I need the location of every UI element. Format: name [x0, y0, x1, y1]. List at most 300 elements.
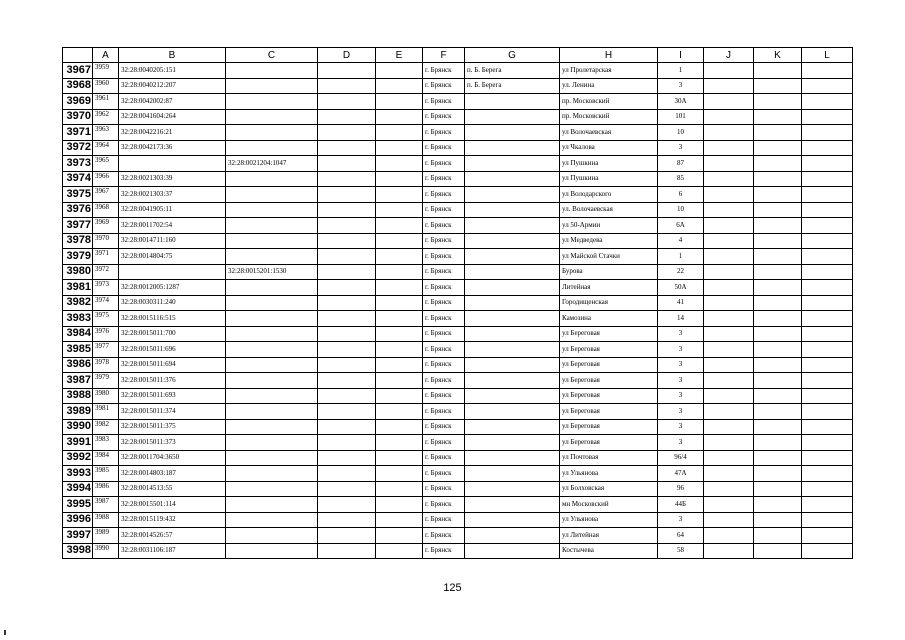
cell-c[interactable]: [226, 171, 318, 187]
cell-g[interactable]: [465, 404, 560, 420]
cell-h[interactable]: ул Береговая: [560, 326, 658, 342]
cell-h[interactable]: ул Береговая: [560, 388, 658, 404]
cell-j[interactable]: [704, 63, 754, 79]
cell-f[interactable]: г. Брянск: [423, 78, 465, 94]
cell-d[interactable]: [318, 481, 376, 497]
cell-l[interactable]: [802, 202, 853, 218]
cell-g[interactable]: [465, 140, 560, 156]
cell-j[interactable]: [704, 171, 754, 187]
cell-e[interactable]: [376, 156, 423, 172]
cell-j[interactable]: [704, 543, 754, 559]
cell-e[interactable]: [376, 109, 423, 125]
column-header[interactable]: H: [560, 48, 658, 63]
cell-e[interactable]: [376, 125, 423, 141]
cell-l[interactable]: [802, 249, 853, 265]
cell-h[interactable]: ул Береговая: [560, 435, 658, 451]
cell-d[interactable]: [318, 419, 376, 435]
cell-k[interactable]: [754, 218, 802, 234]
cell-l[interactable]: [802, 94, 853, 110]
cell-g[interactable]: [465, 435, 560, 451]
cell-f[interactable]: г. Брянск: [423, 233, 465, 249]
cell-i[interactable]: 64: [658, 528, 704, 544]
cell-e[interactable]: [376, 311, 423, 327]
cell-i[interactable]: 3: [658, 419, 704, 435]
cell-e[interactable]: [376, 388, 423, 404]
cell-e[interactable]: [376, 140, 423, 156]
cell-i[interactable]: 3: [658, 388, 704, 404]
cell-d[interactable]: [318, 326, 376, 342]
cell-d[interactable]: [318, 202, 376, 218]
cell-b[interactable]: 32:28:0015119:432: [119, 512, 226, 528]
cell-d[interactable]: [318, 450, 376, 466]
cell-b[interactable]: 32:28:0041905:11: [119, 202, 226, 218]
cell-c[interactable]: [226, 125, 318, 141]
cell-d[interactable]: [318, 140, 376, 156]
cell-j[interactable]: [704, 388, 754, 404]
cell-l[interactable]: [802, 156, 853, 172]
row-header[interactable]: 3993: [63, 466, 93, 482]
cell-i[interactable]: 3: [658, 435, 704, 451]
cell-k[interactable]: [754, 435, 802, 451]
cell-l[interactable]: [802, 140, 853, 156]
cell-i[interactable]: 10: [658, 202, 704, 218]
column-header[interactable]: J: [704, 48, 754, 63]
cell-f[interactable]: г. Брянск: [423, 264, 465, 280]
row-header[interactable]: 3971: [63, 125, 93, 141]
cell-h[interactable]: ул Почтовая: [560, 450, 658, 466]
cell-h[interactable]: ул Пролетарская: [560, 63, 658, 79]
cell-j[interactable]: [704, 326, 754, 342]
cell-a[interactable]: 3967: [93, 187, 119, 203]
cell-i[interactable]: 30А: [658, 94, 704, 110]
cell-d[interactable]: [318, 171, 376, 187]
cell-f[interactable]: г. Брянск: [423, 125, 465, 141]
cell-d[interactable]: [318, 357, 376, 373]
cell-g[interactable]: [465, 94, 560, 110]
cell-i[interactable]: 6А: [658, 218, 704, 234]
cell-i[interactable]: 3: [658, 357, 704, 373]
cell-a[interactable]: 3972: [93, 264, 119, 280]
cell-a[interactable]: 3969: [93, 218, 119, 234]
cell-f[interactable]: г. Брянск: [423, 295, 465, 311]
cell-i[interactable]: 101: [658, 109, 704, 125]
cell-a[interactable]: 3984: [93, 450, 119, 466]
cell-f[interactable]: г. Брянск: [423, 109, 465, 125]
cell-f[interactable]: г. Брянск: [423, 450, 465, 466]
cell-f[interactable]: г. Брянск: [423, 512, 465, 528]
cell-d[interactable]: [318, 187, 376, 203]
cell-i[interactable]: 1: [658, 63, 704, 79]
row-header[interactable]: 3994: [63, 481, 93, 497]
cell-k[interactable]: [754, 187, 802, 203]
cell-h[interactable]: ул. Ленина: [560, 78, 658, 94]
cell-h[interactable]: пр. Московский: [560, 109, 658, 125]
column-header[interactable]: K: [754, 48, 802, 63]
cell-b[interactable]: 32:28:0014526:57: [119, 528, 226, 544]
cell-d[interactable]: [318, 94, 376, 110]
row-header[interactable]: 3980: [63, 264, 93, 280]
cell-e[interactable]: [376, 419, 423, 435]
cell-b[interactable]: 32:28:0031106:187: [119, 543, 226, 559]
cell-e[interactable]: [376, 63, 423, 79]
cell-a[interactable]: 3989: [93, 528, 119, 544]
cell-g[interactable]: [465, 497, 560, 513]
cell-c[interactable]: [226, 388, 318, 404]
cell-j[interactable]: [704, 233, 754, 249]
cell-a[interactable]: 3980: [93, 388, 119, 404]
cell-h[interactable]: ул Ульянова: [560, 512, 658, 528]
cell-i[interactable]: 1: [658, 249, 704, 265]
cell-l[interactable]: [802, 466, 853, 482]
cell-c[interactable]: [226, 404, 318, 420]
cell-j[interactable]: [704, 435, 754, 451]
cell-l[interactable]: [802, 218, 853, 234]
cell-i[interactable]: 41: [658, 295, 704, 311]
cell-c[interactable]: [226, 450, 318, 466]
row-header[interactable]: 3984: [63, 326, 93, 342]
cell-c[interactable]: [226, 78, 318, 94]
cell-k[interactable]: [754, 543, 802, 559]
cell-a[interactable]: 3985: [93, 466, 119, 482]
cell-a[interactable]: 3961: [93, 94, 119, 110]
cell-e[interactable]: [376, 171, 423, 187]
cell-h[interactable]: пр. Московский: [560, 94, 658, 110]
cell-i[interactable]: 3: [658, 373, 704, 389]
cell-k[interactable]: [754, 528, 802, 544]
cell-g[interactable]: [465, 249, 560, 265]
cell-j[interactable]: [704, 264, 754, 280]
cell-b[interactable]: 32:28:0042216:21: [119, 125, 226, 141]
cell-f[interactable]: г. Брянск: [423, 218, 465, 234]
cell-c[interactable]: [226, 512, 318, 528]
cell-d[interactable]: [318, 311, 376, 327]
cell-b[interactable]: 32:28:0012005:1287: [119, 280, 226, 296]
cell-b[interactable]: 32:28:0040205:151: [119, 63, 226, 79]
cell-k[interactable]: [754, 63, 802, 79]
cell-j[interactable]: [704, 450, 754, 466]
cell-b[interactable]: 32:28:0021303:39: [119, 171, 226, 187]
cell-k[interactable]: [754, 466, 802, 482]
cell-a[interactable]: 3962: [93, 109, 119, 125]
cell-l[interactable]: [802, 373, 853, 389]
corner-cell[interactable]: [63, 48, 93, 63]
cell-f[interactable]: г. Брянск: [423, 187, 465, 203]
column-header[interactable]: A: [93, 48, 119, 63]
cell-b[interactable]: 32:28:0014803:187: [119, 466, 226, 482]
cell-a[interactable]: 3976: [93, 326, 119, 342]
cell-h[interactable]: Литейная: [560, 280, 658, 296]
cell-g[interactable]: п. Б. Берега: [465, 78, 560, 94]
column-header[interactable]: E: [376, 48, 423, 63]
cell-d[interactable]: [318, 233, 376, 249]
cell-a[interactable]: 3988: [93, 512, 119, 528]
cell-g[interactable]: [465, 342, 560, 358]
cell-i[interactable]: 4: [658, 233, 704, 249]
cell-a[interactable]: 3987: [93, 497, 119, 513]
cell-k[interactable]: [754, 249, 802, 265]
cell-k[interactable]: [754, 481, 802, 497]
cell-a[interactable]: 3983: [93, 435, 119, 451]
cell-b[interactable]: 32:28:0042173:36: [119, 140, 226, 156]
cell-a[interactable]: 3966: [93, 171, 119, 187]
cell-i[interactable]: 3: [658, 78, 704, 94]
cell-a[interactable]: 3959: [93, 63, 119, 79]
cell-f[interactable]: г. Брянск: [423, 388, 465, 404]
cell-a[interactable]: 3978: [93, 357, 119, 373]
cell-h[interactable]: мн Московский: [560, 497, 658, 513]
cell-h[interactable]: ул 50-Армии: [560, 218, 658, 234]
cell-j[interactable]: [704, 187, 754, 203]
cell-h[interactable]: ул Береговая: [560, 342, 658, 358]
cell-j[interactable]: [704, 78, 754, 94]
cell-b[interactable]: [119, 264, 226, 280]
cell-f[interactable]: г. Брянск: [423, 342, 465, 358]
cell-f[interactable]: г. Брянск: [423, 466, 465, 482]
cell-c[interactable]: [226, 543, 318, 559]
cell-e[interactable]: [376, 78, 423, 94]
cell-e[interactable]: [376, 357, 423, 373]
cell-g[interactable]: [465, 295, 560, 311]
cell-j[interactable]: [704, 202, 754, 218]
cell-g[interactable]: [465, 218, 560, 234]
cell-k[interactable]: [754, 94, 802, 110]
cell-c[interactable]: [226, 326, 318, 342]
cell-l[interactable]: [802, 109, 853, 125]
cell-e[interactable]: [376, 218, 423, 234]
cell-e[interactable]: [376, 512, 423, 528]
cell-h[interactable]: ул. Волочаевская: [560, 202, 658, 218]
cell-j[interactable]: [704, 342, 754, 358]
cell-i[interactable]: 6: [658, 187, 704, 203]
cell-e[interactable]: [376, 450, 423, 466]
cell-c[interactable]: [226, 481, 318, 497]
cell-k[interactable]: [754, 171, 802, 187]
cell-i[interactable]: 85: [658, 171, 704, 187]
cell-b[interactable]: 32:28:0011702:54: [119, 218, 226, 234]
cell-e[interactable]: [376, 543, 423, 559]
cell-a[interactable]: 3964: [93, 140, 119, 156]
cell-i[interactable]: 3: [658, 326, 704, 342]
cell-l[interactable]: [802, 481, 853, 497]
cell-f[interactable]: г. Брянск: [423, 435, 465, 451]
cell-c[interactable]: 32:28:0015201:1530: [226, 264, 318, 280]
cell-j[interactable]: [704, 156, 754, 172]
cell-c[interactable]: [226, 497, 318, 513]
row-header[interactable]: 3987: [63, 373, 93, 389]
cell-k[interactable]: [754, 388, 802, 404]
cell-g[interactable]: [465, 280, 560, 296]
cell-h[interactable]: Бурова: [560, 264, 658, 280]
row-header[interactable]: 3969: [63, 94, 93, 110]
cell-j[interactable]: [704, 311, 754, 327]
row-header[interactable]: 3983: [63, 311, 93, 327]
cell-l[interactable]: [802, 528, 853, 544]
cell-g[interactable]: [465, 373, 560, 389]
cell-e[interactable]: [376, 435, 423, 451]
cell-k[interactable]: [754, 342, 802, 358]
cell-h[interactable]: ул Чкалова: [560, 140, 658, 156]
cell-d[interactable]: [318, 109, 376, 125]
cell-g[interactable]: [465, 450, 560, 466]
cell-a[interactable]: 3977: [93, 342, 119, 358]
cell-i[interactable]: 3: [658, 140, 704, 156]
cell-f[interactable]: г. Брянск: [423, 497, 465, 513]
cell-h[interactable]: ул Майской Стачки: [560, 249, 658, 265]
cell-f[interactable]: г. Брянск: [423, 481, 465, 497]
cell-l[interactable]: [802, 342, 853, 358]
cell-j[interactable]: [704, 419, 754, 435]
cell-d[interactable]: [318, 373, 376, 389]
cell-a[interactable]: 3982: [93, 419, 119, 435]
cell-c[interactable]: [226, 295, 318, 311]
cell-f[interactable]: г. Брянск: [423, 311, 465, 327]
row-header[interactable]: 3977: [63, 218, 93, 234]
row-header[interactable]: 3972: [63, 140, 93, 156]
cell-f[interactable]: г. Брянск: [423, 280, 465, 296]
cell-i[interactable]: 58: [658, 543, 704, 559]
cell-j[interactable]: [704, 218, 754, 234]
cell-b[interactable]: 32:28:0040212:207: [119, 78, 226, 94]
cell-b[interactable]: 32:28:0042002:87: [119, 94, 226, 110]
cell-k[interactable]: [754, 295, 802, 311]
cell-k[interactable]: [754, 497, 802, 513]
cell-j[interactable]: [704, 497, 754, 513]
cell-b[interactable]: 32:28:0015011:374: [119, 404, 226, 420]
cell-c[interactable]: [226, 373, 318, 389]
row-header[interactable]: 3979: [63, 249, 93, 265]
cell-c[interactable]: [226, 109, 318, 125]
cell-f[interactable]: г. Брянск: [423, 202, 465, 218]
cell-l[interactable]: [802, 295, 853, 311]
column-header[interactable]: C: [226, 48, 318, 63]
cell-b[interactable]: 32:28:0015011:700: [119, 326, 226, 342]
cell-b[interactable]: 32:28:0015011:693: [119, 388, 226, 404]
cell-e[interactable]: [376, 202, 423, 218]
cell-a[interactable]: 3970: [93, 233, 119, 249]
row-header[interactable]: 3995: [63, 497, 93, 513]
cell-j[interactable]: [704, 466, 754, 482]
cell-b[interactable]: 32:28:0015011:376: [119, 373, 226, 389]
cell-i[interactable]: 14: [658, 311, 704, 327]
row-header[interactable]: 3981: [63, 280, 93, 296]
cell-a[interactable]: 3974: [93, 295, 119, 311]
cell-l[interactable]: [802, 63, 853, 79]
cell-d[interactable]: [318, 249, 376, 265]
cell-l[interactable]: [802, 326, 853, 342]
row-header[interactable]: 3992: [63, 450, 93, 466]
cell-i[interactable]: 96/4: [658, 450, 704, 466]
cell-j[interactable]: [704, 357, 754, 373]
cell-l[interactable]: [802, 543, 853, 559]
cell-c[interactable]: [226, 202, 318, 218]
cell-h[interactable]: ул Болховская: [560, 481, 658, 497]
row-header[interactable]: 3990: [63, 419, 93, 435]
cell-b[interactable]: 32:28:0041604:264: [119, 109, 226, 125]
row-header[interactable]: 3988: [63, 388, 93, 404]
row-header[interactable]: 3986: [63, 357, 93, 373]
cell-c[interactable]: [226, 140, 318, 156]
cell-h[interactable]: ул Литейная: [560, 528, 658, 544]
cell-j[interactable]: [704, 404, 754, 420]
cell-e[interactable]: [376, 249, 423, 265]
cell-f[interactable]: г. Брянск: [423, 373, 465, 389]
cell-e[interactable]: [376, 295, 423, 311]
cell-e[interactable]: [376, 404, 423, 420]
cell-h[interactable]: ул Береговая: [560, 419, 658, 435]
cell-l[interactable]: [802, 357, 853, 373]
cell-d[interactable]: [318, 125, 376, 141]
cell-a[interactable]: 3965: [93, 156, 119, 172]
cell-f[interactable]: г. Брянск: [423, 171, 465, 187]
cell-f[interactable]: г. Брянск: [423, 543, 465, 559]
cell-e[interactable]: [376, 280, 423, 296]
column-header[interactable]: L: [802, 48, 853, 63]
cell-g[interactable]: [465, 202, 560, 218]
cell-b[interactable]: 32:28:0014711:160: [119, 233, 226, 249]
cell-b[interactable]: 32:28:0015011:375: [119, 419, 226, 435]
row-header[interactable]: 3985: [63, 342, 93, 358]
row-header[interactable]: 3997: [63, 528, 93, 544]
cell-f[interactable]: г. Брянск: [423, 140, 465, 156]
cell-f[interactable]: г. Брянск: [423, 404, 465, 420]
cell-f[interactable]: г. Брянск: [423, 528, 465, 544]
cell-d[interactable]: [318, 512, 376, 528]
cell-f[interactable]: г. Брянск: [423, 357, 465, 373]
cell-b[interactable]: 32:28:0014804:75: [119, 249, 226, 265]
cell-g[interactable]: [465, 528, 560, 544]
row-header[interactable]: 3978: [63, 233, 93, 249]
cell-k[interactable]: [754, 373, 802, 389]
cell-j[interactable]: [704, 125, 754, 141]
cell-b[interactable]: 32:28:0021303:37: [119, 187, 226, 203]
cell-k[interactable]: [754, 140, 802, 156]
cell-k[interactable]: [754, 419, 802, 435]
cell-c[interactable]: [226, 419, 318, 435]
cell-d[interactable]: [318, 543, 376, 559]
cell-d[interactable]: [318, 264, 376, 280]
cell-a[interactable]: 3986: [93, 481, 119, 497]
cell-g[interactable]: [465, 264, 560, 280]
cell-h[interactable]: ул Медведева: [560, 233, 658, 249]
cell-c[interactable]: [226, 528, 318, 544]
cell-d[interactable]: [318, 295, 376, 311]
cell-e[interactable]: [376, 481, 423, 497]
cell-e[interactable]: [376, 94, 423, 110]
cell-c[interactable]: [226, 466, 318, 482]
cell-l[interactable]: [802, 311, 853, 327]
row-header[interactable]: 3967: [63, 63, 93, 79]
cell-d[interactable]: [318, 342, 376, 358]
cell-h[interactable]: ул Береговая: [560, 357, 658, 373]
cell-k[interactable]: [754, 202, 802, 218]
cell-h[interactable]: ул Пушкина: [560, 156, 658, 172]
cell-h[interactable]: Городищенская: [560, 295, 658, 311]
cell-g[interactable]: п. Б. Берега: [465, 63, 560, 79]
cell-e[interactable]: [376, 233, 423, 249]
cell-l[interactable]: [802, 497, 853, 513]
cell-k[interactable]: [754, 109, 802, 125]
cell-k[interactable]: [754, 450, 802, 466]
cell-b[interactable]: 32:28:0014513:55: [119, 481, 226, 497]
cell-f[interactable]: г. Брянск: [423, 326, 465, 342]
cell-i[interactable]: 96: [658, 481, 704, 497]
cell-d[interactable]: [318, 388, 376, 404]
cell-j[interactable]: [704, 481, 754, 497]
cell-e[interactable]: [376, 342, 423, 358]
cell-i[interactable]: 10: [658, 125, 704, 141]
cell-c[interactable]: [226, 311, 318, 327]
cell-l[interactable]: [802, 264, 853, 280]
